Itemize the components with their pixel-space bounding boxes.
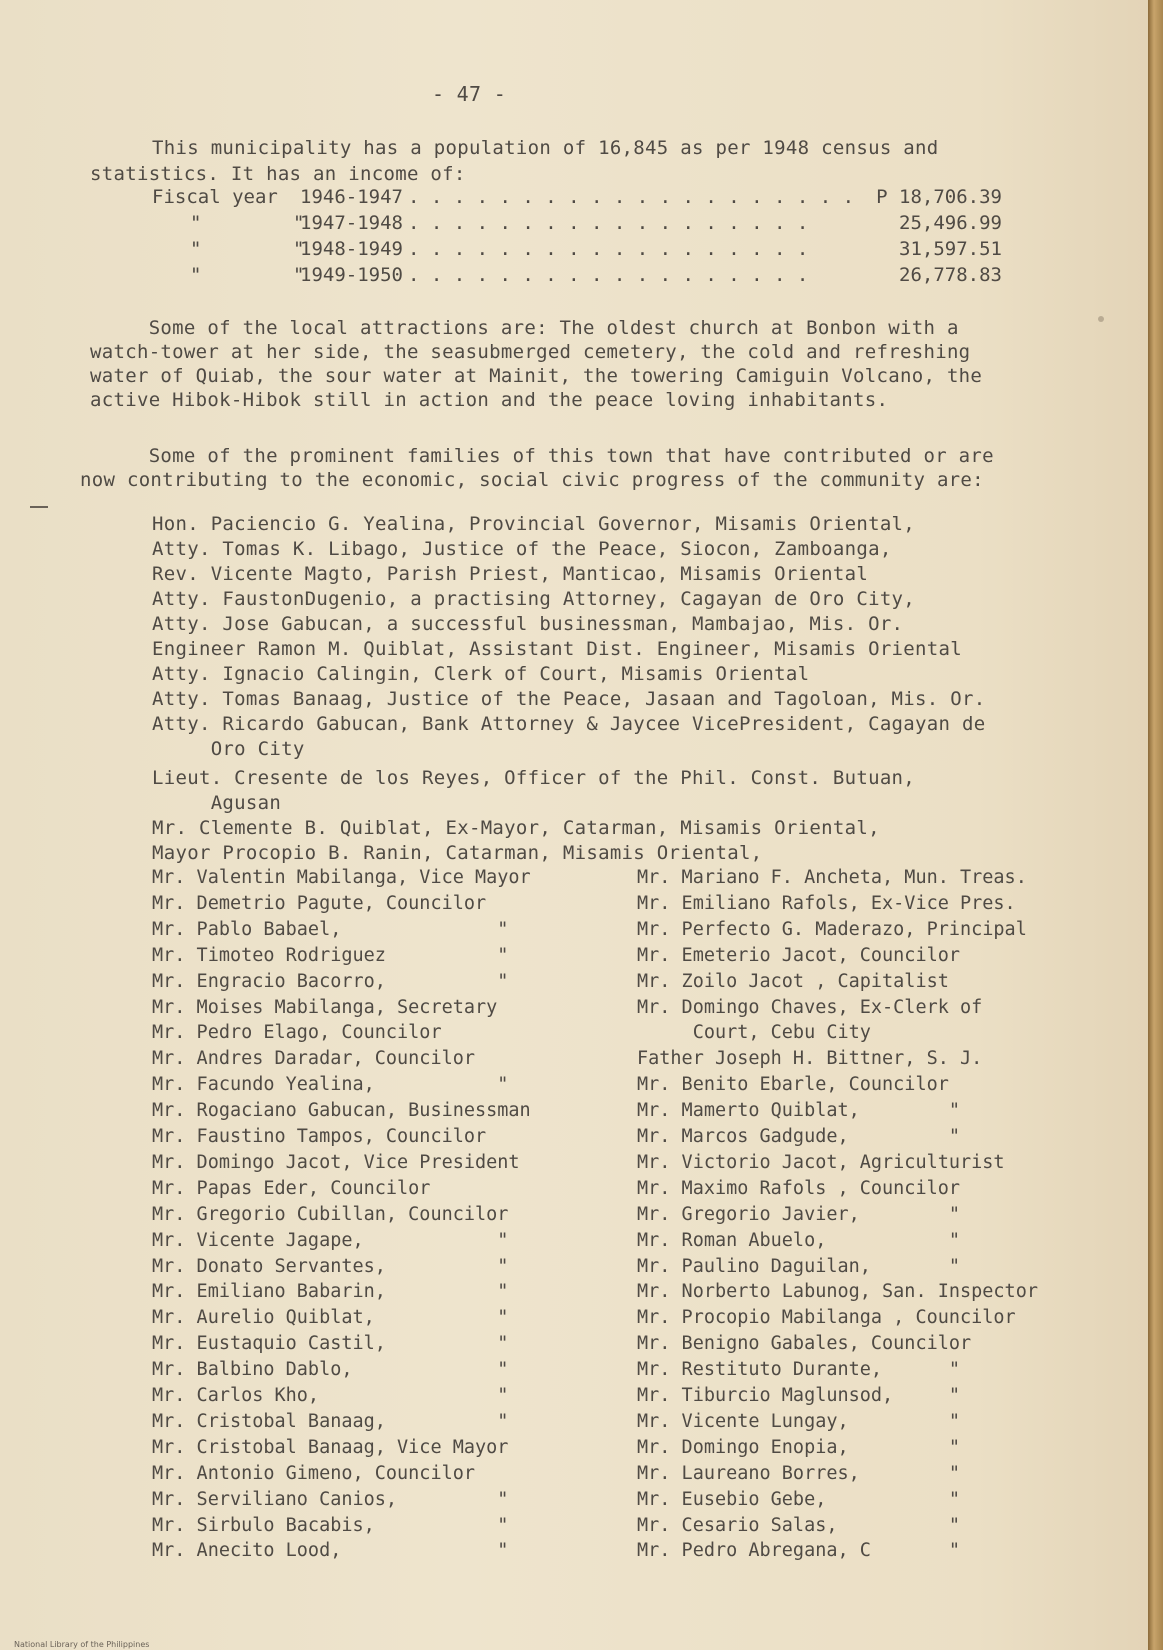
- income-dots: . . . . . . . . . . . . . . . . . . . .: [408, 186, 855, 208]
- footer-credit: National Library of the Philippines: [14, 1640, 150, 1649]
- family-entry: Rev. Vicente Magto, Parish Priest, Manticao, Misamis Oriental: [152, 563, 869, 585]
- income-label: " ": [190, 212, 305, 234]
- para1-line1: This municipality has a population of 16,845 as per 1948 census and: [152, 137, 939, 159]
- right-column-entry: Mr. Paulino Daguilan, ": [637, 1255, 961, 1277]
- left-column-entry: Mr. Cristobal Banaag, ": [152, 1410, 509, 1432]
- family-entry: Mayor Procopio B. Ranin, Catarman, Misamis Oriental,: [152, 842, 763, 864]
- right-column-entry: Mr. Roman Abuelo, ": [637, 1229, 961, 1251]
- left-column-entry: Mr. Eustaquio Castil, ": [152, 1333, 509, 1355]
- income-amount: P 18,706.39: [876, 186, 1002, 208]
- income-label: Fiscal year: [152, 186, 278, 208]
- left-column-entry: Mr. Engracio Bacorro, ": [152, 970, 509, 992]
- right-column-entry: Mr. Benigno Gabales, Councilor: [637, 1333, 972, 1355]
- right-column-entry: Mr. Laureano Borres, ": [637, 1462, 961, 1484]
- left-column-entry: Mr. Moises Mabilanga, Secretary: [152, 996, 498, 1018]
- right-column-entry: Mr. Emeterio Jacot, Councilor: [637, 944, 961, 966]
- para1-line2: statistics. It has an income of:: [90, 163, 466, 185]
- right-column-entry: Mr. Gregorio Javier, ": [637, 1203, 961, 1225]
- right-column-entry: Mr. Mariano F. Ancheta, Mun. Treas.: [637, 867, 1027, 888]
- right-column-entry: Mr. Domingo Chaves, Ex-Clerk of: [637, 996, 983, 1018]
- right-column-entry: Mr. Procopio Mabilanga , Councilor: [637, 1307, 1016, 1329]
- right-column-entry: Mr. Perfecto G. Maderazo, Principal: [637, 918, 1027, 940]
- income-year: 1947-1948: [300, 212, 403, 234]
- para2-line: water of Quiab, the sour water at Mainit, the towering Camiguin Volcano, the: [90, 365, 983, 387]
- page-number: - 47 -: [432, 82, 507, 106]
- left-column-entry: Mr. Timoteo Rodriguez ": [152, 944, 509, 966]
- income-year: 1949-1950: [300, 264, 403, 286]
- family-entry: Atty. Tomas Banaag, Justice of the Peace, Jasaan and Tagoloan, Mis. Or.: [152, 688, 986, 710]
- family-entry: Atty. Jose Gabucan, a successful businessman, Mambajao, Mis. Or.: [152, 613, 904, 635]
- left-column-entry: Mr. Donato Servantes, ": [152, 1255, 509, 1277]
- income-amount: 26,778.83: [899, 264, 1002, 286]
- income-amount: 25,496.99: [899, 212, 1002, 234]
- para2-line: watch-tower at her side, the seasubmerged cemetery, the cold and refreshing: [90, 341, 971, 363]
- left-column-entry: Mr. Rogaciano Gabucan, Businessman: [152, 1100, 531, 1122]
- right-column-entry: Mr. Benito Ebarle, Councilor: [637, 1074, 949, 1096]
- family-entry: Atty. Ricardo Gabucan, Bank Attorney & Jaycee VicePresident, Cagayan de: [152, 713, 986, 735]
- income-amount: 31,597.51: [899, 238, 1002, 260]
- right-column-entry: Mr. Vicente Lungay, ": [637, 1410, 961, 1432]
- family-entry: Atty. Tomas K. Libago, Justice of the Peace, Siocon, Zamboanga,: [152, 538, 892, 560]
- right-column-entry: Mr. Restituto Durante, ": [637, 1359, 961, 1381]
- para3-line: Some of the prominent families of this town that have contributed or are: [90, 445, 994, 467]
- income-dots: . . . . . . . . . . . . . . . . . .: [408, 264, 809, 286]
- right-column-entry: Mr. Tiburcio Maglunsod, ": [637, 1385, 961, 1406]
- income-dots: . . . . . . . . . . . . . . . . . .: [408, 212, 809, 234]
- left-column-entry: Mr. Facundo Yealina, ": [152, 1074, 509, 1096]
- right-column-entry: Mr. Zoilo Jacot , Capitalist: [637, 970, 949, 992]
- family-entry: Atty. FaustonDugenio, a practising Attorney, Cagayan de Oro City,: [152, 588, 916, 610]
- left-column-entry: Mr. Demetrio Pagute, Councilor: [152, 892, 487, 914]
- left-column-entry: Mr. Faustino Tampos, Councilor: [152, 1126, 487, 1147]
- margin-mark: [30, 506, 48, 508]
- left-column-entry: Mr. Gregorio Cubillan, Councilor: [152, 1203, 509, 1225]
- para3-line: now contributing to the economic, social civic progress of the community are:: [80, 469, 984, 491]
- left-column-entry: Mr. Serviliano Canios, ": [152, 1488, 509, 1510]
- right-column-entry: Court, Cebu City: [637, 1022, 871, 1044]
- left-column-entry: Mr. Antonio Gimeno, Councilor: [152, 1462, 476, 1484]
- family-entry: Atty. Ignacio Calingin, Clerk of Court, Misamis Oriental: [152, 663, 810, 685]
- left-column-entry: Mr. Balbino Dablo, ": [152, 1359, 509, 1381]
- right-column-entry: Mr. Marcos Gadgude, ": [637, 1126, 961, 1147]
- right-column-entry: Mr. Domingo Enopia, ": [637, 1436, 961, 1458]
- family-entry: Agusan: [152, 792, 282, 814]
- right-column-entry: Mr. Pedro Abregana, C ": [637, 1540, 961, 1562]
- left-column-entry: Mr. Vicente Jagape, ": [152, 1229, 509, 1251]
- para2-line: active Hibok-Hibok still in action and the peace loving inhabitants.: [90, 389, 889, 411]
- book-binding: [1148, 0, 1163, 1650]
- para2-line: Some of the local attractions are: The oldest church at Bonbon with a: [90, 317, 959, 339]
- family-entry: Hon. Paciencio G. Yealina, Provincial Governor, Misamis Oriental,: [152, 513, 916, 535]
- left-column-entry: Mr. Anecito Lood, ": [152, 1540, 509, 1562]
- family-entry: Engineer Ramon M. Quiblat, Assistant Dist. Engineer, Misamis Oriental: [152, 638, 962, 660]
- left-column-entry: Mr. Andres Daradar, Councilor: [152, 1048, 476, 1070]
- income-year: 1946-1947: [300, 186, 403, 208]
- right-column-entry: Father Joseph H. Bittner, S. J.: [637, 1048, 983, 1070]
- left-column-entry: Mr. Cristobal Banaag, Vice Mayor: [152, 1436, 509, 1458]
- right-column-entry: Mr. Mamerto Quiblat, ": [637, 1100, 961, 1122]
- left-column-entry: Mr. Carlos Kho, ": [152, 1385, 509, 1406]
- income-year: 1948-1949: [300, 238, 403, 260]
- right-column-entry: Mr. Maximo Rafols , Councilor: [637, 1177, 961, 1199]
- left-column-entry: Mr. Domingo Jacot, Vice President: [152, 1151, 520, 1173]
- right-column-entry: Mr. Victorio Jacot, Agriculturist: [637, 1151, 1005, 1173]
- right-column-entry: Mr. Cesario Salas, ": [637, 1514, 961, 1536]
- left-column-entry: Mr. Papas Eder, Councilor: [152, 1177, 431, 1199]
- family-entry: Oro City: [152, 738, 305, 760]
- family-entry: Lieut. Cresente de los Reyes, Officer of the Phil. Const. Butuan,: [152, 767, 916, 789]
- left-column-entry: Mr. Emiliano Babarin, ": [152, 1281, 509, 1303]
- income-dots: . . . . . . . . . . . . . . . . . .: [408, 238, 809, 260]
- right-column-entry: Mr. Norberto Labunog, San. Inspector: [637, 1281, 1038, 1303]
- income-label: " ": [190, 238, 305, 260]
- left-column-entry: Mr. Sirbulo Bacabis, ": [152, 1514, 509, 1536]
- left-column-entry: Mr. Valentin Mabilanga, Vice Mayor: [152, 867, 531, 888]
- right-column-entry: Mr. Emiliano Rafols, Ex-Vice Pres.: [637, 892, 1016, 914]
- right-column-entry: Mr. Eusebio Gebe, ": [637, 1488, 961, 1510]
- left-column-entry: Mr. Pablo Babael, ": [152, 918, 509, 940]
- left-column-entry: Mr. Aurelio Quiblat, ": [152, 1307, 509, 1329]
- income-label: " ": [190, 264, 305, 286]
- left-column-entry: Mr. Pedro Elago, Councilor: [152, 1022, 442, 1044]
- paper-stain: [1098, 316, 1104, 322]
- family-entry: Mr. Clemente B. Quiblat, Ex-Mayor, Catarman, Misamis Oriental,: [152, 817, 880, 839]
